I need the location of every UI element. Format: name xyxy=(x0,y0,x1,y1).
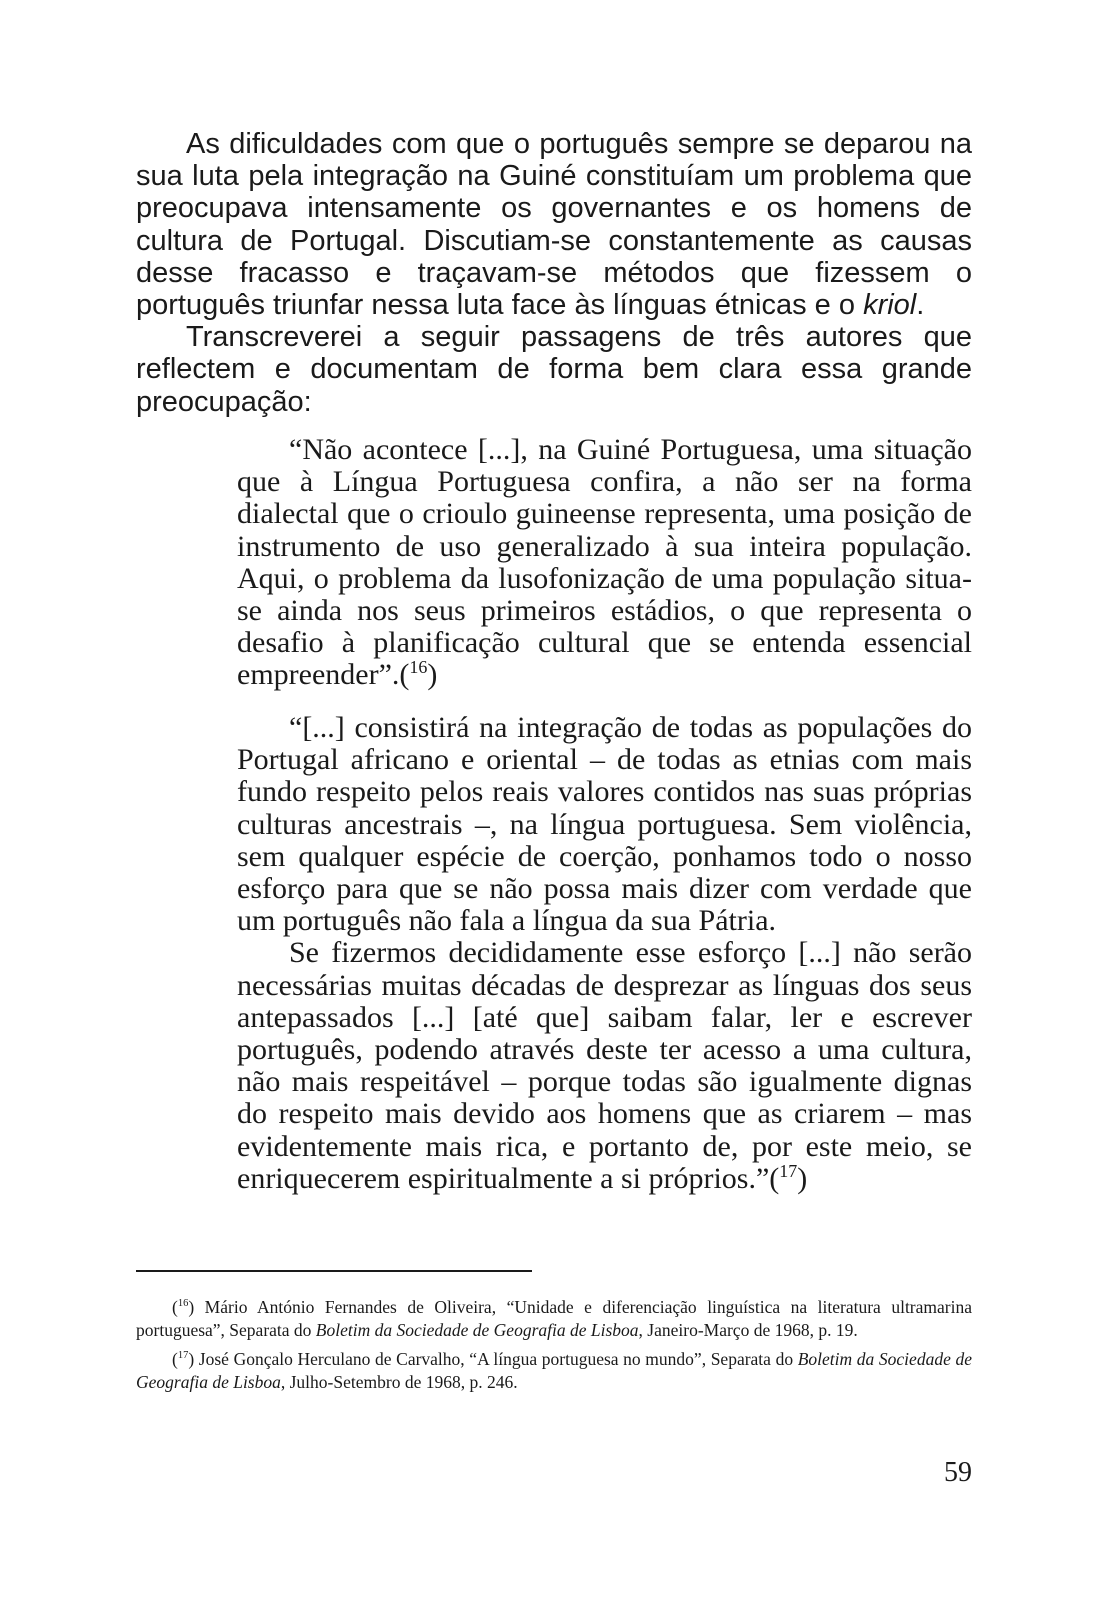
quote-1-text: “Não acontece [...], na Guiné Portuguesa, uma situação que à Língua Portuguesa confira, a não ser na forma dialectal que o crioulo guineense representa, uma posição de instrumento de uso generalizado à sua inteira população. Aqui, o problema da lusofonização de uma população situa-se ainda nos seus primeiros estádios, o que representa o desafio à planificação cultural que se entenda essencial empreender”.($^{16}$) xyxy=(237,433,972,692)
block-quote-2 xyxy=(237,712,972,1195)
body-text xyxy=(136,128,972,418)
footnote-divider xyxy=(136,1270,532,1272)
paragraph-2: Transcreverei a seguir passagens de três autores que reflectem e documentam de forma bem clara essa grande preocupação: xyxy=(136,321,972,418)
footnote-16: ($^{16}$) Mário António Fernandes de Oliveira, “Unidade e diferenciação linguística na literatura ultramarina portuguesa”, Separata do Boletim da Sociedade de Geografia de Lisboa, Janeiro-Março de 1968, p. 19. xyxy=(136,1297,972,1340)
kriol-term: kriol xyxy=(863,289,917,322)
footnote-17: ($^{17}$) José Gonçalo Herculano de Carvalho, “A língua portuguesa no mundo”, Separata do Boletim da Sociedade de Geografia de Lisboa, Julho-Setembro de 1968, p. 246. xyxy=(136,1349,972,1392)
block-quote-1 xyxy=(237,434,972,692)
footnote-ref-17: 17 xyxy=(779,1160,798,1181)
quote-2-paragraph-2: Se fizermos decididamente esse esforço [...] não serão necessárias muitas décadas de desprezar as línguas dos seus antepassados [...] [até que] saibam falar, ler e escrever português, podendo através deste ter acesso a uma cultura, não mais respeitável – porque todas são igualmente dignas do respeito mais devido aos homens que as criarem – mas evidentemente mais rica, e portanto de, por este meio, se enriquecerem espiritualmente a si próprios.”($^{17}$) xyxy=(237,936,972,1195)
paragraph-1: As dificuldades com que o português sempre se deparou na sua luta pela integração na Guiné constituíam um problema que preocupava intensamente os governantes e os homens de cultura de Portugal. Discutiam-se constantemente as causas desse fracasso e traçavam-se métodos que fizessem o português triunfar nessa luta face às línguas étnicas e o kriol. xyxy=(136,128,972,322)
page-number: 59 xyxy=(944,1457,972,1488)
quote-2-paragraph-1: “[...] consistirá na integração de todas as populações do Portugal africano e oriental – de todas as etnias com mais fundo respeito pelos reais valores contidos nas suas próprias culturas ancestrais –, na língua portuguesa. Sem violência, sem qualquer espécie de coerção, ponhamos todo o nosso esforço para que se não possa mais dizer com verdade que um português não fala a língua da sua Pátria. xyxy=(237,711,972,938)
footnotes xyxy=(136,1296,972,1400)
footnote-ref-16: 16 xyxy=(409,657,428,678)
